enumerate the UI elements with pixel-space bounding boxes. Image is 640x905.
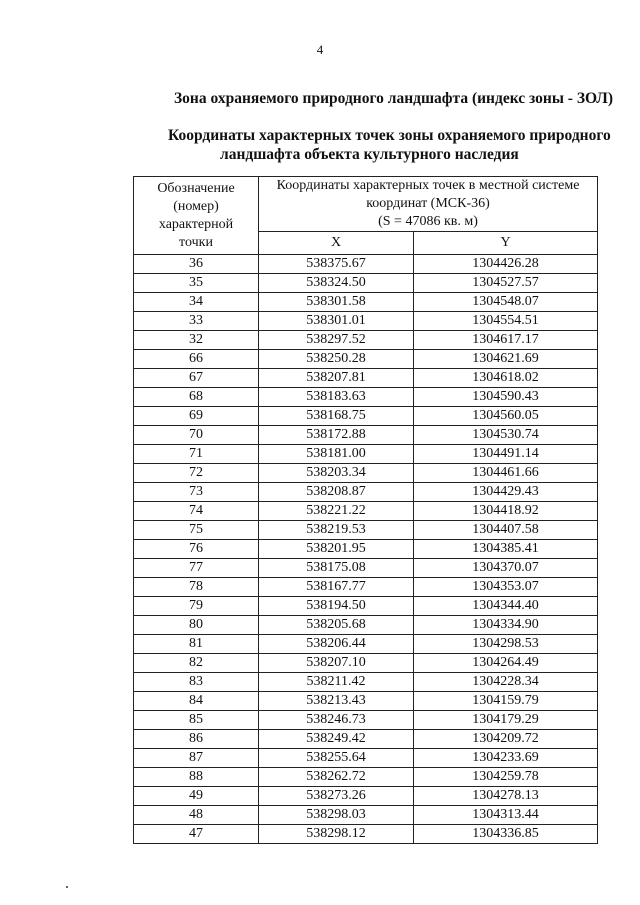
header-point-line: точки bbox=[179, 234, 213, 250]
point-number: 79 bbox=[134, 597, 259, 616]
point-number: 33 bbox=[134, 312, 259, 331]
y-value: 1304264.49 bbox=[414, 654, 598, 673]
y-value: 1304617.17 bbox=[414, 331, 598, 350]
zone-title: Зона охраняемого природного ландшафта (индекс зоны - ЗОЛ) bbox=[174, 90, 614, 107]
y-value: 1304233.69 bbox=[414, 749, 598, 768]
y-value: 1304548.07 bbox=[414, 293, 598, 312]
point-number: 69 bbox=[134, 407, 259, 426]
x-value: 538250.28 bbox=[259, 350, 414, 369]
table-row bbox=[134, 806, 598, 825]
header-point-line: Обозначение bbox=[157, 180, 235, 196]
x-value: 538181.00 bbox=[259, 445, 414, 464]
table-row bbox=[134, 540, 598, 559]
point-number: 32 bbox=[134, 331, 259, 350]
y-value: 1304370.07 bbox=[414, 559, 598, 578]
y-value: 1304344.40 bbox=[414, 597, 598, 616]
table-body bbox=[134, 255, 598, 844]
x-value: 538201.95 bbox=[259, 540, 414, 559]
y-value: 1304418.92 bbox=[414, 502, 598, 521]
point-number: 47 bbox=[134, 825, 259, 844]
table-row bbox=[134, 768, 598, 787]
x-value: 538211.42 bbox=[259, 673, 414, 692]
point-number: 77 bbox=[134, 559, 259, 578]
y-value: 1304334.90 bbox=[414, 616, 598, 635]
header-y: Y bbox=[414, 232, 598, 255]
x-value: 538298.03 bbox=[259, 806, 414, 825]
table-row bbox=[134, 825, 598, 844]
point-number: 36 bbox=[134, 255, 259, 274]
x-value: 538219.53 bbox=[259, 521, 414, 540]
x-value: 538207.81 bbox=[259, 369, 414, 388]
x-value: 538301.58 bbox=[259, 293, 414, 312]
point-number: 35 bbox=[134, 274, 259, 293]
point-number: 74 bbox=[134, 502, 259, 521]
table-row bbox=[134, 274, 598, 293]
header-point-designation bbox=[134, 177, 259, 255]
point-number: 67 bbox=[134, 369, 259, 388]
x-value: 538167.77 bbox=[259, 578, 414, 597]
table-row bbox=[134, 521, 598, 540]
x-value: 538183.63 bbox=[259, 388, 414, 407]
table-row bbox=[134, 787, 598, 806]
header-point-line: (номер) bbox=[173, 198, 219, 214]
y-value: 1304527.57 bbox=[414, 274, 598, 293]
y-value: 1304407.58 bbox=[414, 521, 598, 540]
point-number: 34 bbox=[134, 293, 259, 312]
header-x: X bbox=[259, 232, 414, 255]
scan-mark bbox=[66, 886, 68, 888]
x-value: 538297.52 bbox=[259, 331, 414, 350]
y-value: 1304590.43 bbox=[414, 388, 598, 407]
x-value: 538168.75 bbox=[259, 407, 414, 426]
header-coords-line: (S = 47086 кв. м) bbox=[378, 214, 478, 229]
y-value: 1304554.51 bbox=[414, 312, 598, 331]
table-row bbox=[134, 559, 598, 578]
point-number: 76 bbox=[134, 540, 259, 559]
table-row bbox=[134, 673, 598, 692]
x-value: 538213.43 bbox=[259, 692, 414, 711]
y-value: 1304298.53 bbox=[414, 635, 598, 654]
table-row bbox=[134, 331, 598, 350]
table-row bbox=[134, 711, 598, 730]
y-value: 1304560.05 bbox=[414, 407, 598, 426]
point-number: 70 bbox=[134, 426, 259, 445]
point-number: 66 bbox=[134, 350, 259, 369]
table-row bbox=[134, 483, 598, 502]
point-number: 48 bbox=[134, 806, 259, 825]
table-row bbox=[134, 293, 598, 312]
x-value: 538221.22 bbox=[259, 502, 414, 521]
y-value: 1304179.29 bbox=[414, 711, 598, 730]
point-number: 87 bbox=[134, 749, 259, 768]
point-number: 88 bbox=[134, 768, 259, 787]
table-row bbox=[134, 730, 598, 749]
x-value: 538203.34 bbox=[259, 464, 414, 483]
table-caption bbox=[168, 126, 611, 164]
y-value: 1304278.13 bbox=[414, 787, 598, 806]
table-row bbox=[134, 312, 598, 331]
point-number: 49 bbox=[134, 787, 259, 806]
point-number: 85 bbox=[134, 711, 259, 730]
table-row bbox=[134, 464, 598, 483]
y-value: 1304228.34 bbox=[414, 673, 598, 692]
y-value: 1304353.07 bbox=[414, 578, 598, 597]
x-value: 538194.50 bbox=[259, 597, 414, 616]
x-value: 538246.73 bbox=[259, 711, 414, 730]
y-value: 1304530.74 bbox=[414, 426, 598, 445]
y-value: 1304336.85 bbox=[414, 825, 598, 844]
x-value: 538205.68 bbox=[259, 616, 414, 635]
point-number: 80 bbox=[134, 616, 259, 635]
point-number: 71 bbox=[134, 445, 259, 464]
y-value: 1304461.66 bbox=[414, 464, 598, 483]
table-row bbox=[134, 616, 598, 635]
point-number: 81 bbox=[134, 635, 259, 654]
y-value: 1304385.41 bbox=[414, 540, 598, 559]
y-value: 1304313.44 bbox=[414, 806, 598, 825]
header-coords-line: координат (МСК-36) bbox=[366, 196, 490, 211]
point-number: 68 bbox=[134, 388, 259, 407]
header-point-line: характерной bbox=[158, 216, 234, 232]
table-row bbox=[134, 255, 598, 274]
x-value: 538249.42 bbox=[259, 730, 414, 749]
header-coords-line: Координаты характерных точек в местной системе bbox=[276, 178, 580, 193]
table-row bbox=[134, 635, 598, 654]
table-row bbox=[134, 654, 598, 673]
point-number: 86 bbox=[134, 730, 259, 749]
y-value: 1304259.78 bbox=[414, 768, 598, 787]
table-row bbox=[134, 407, 598, 426]
x-value: 538262.72 bbox=[259, 768, 414, 787]
table-row bbox=[134, 578, 598, 597]
x-value: 538175.08 bbox=[259, 559, 414, 578]
table-row bbox=[134, 426, 598, 445]
x-value: 538255.64 bbox=[259, 749, 414, 768]
x-value: 538301.01 bbox=[259, 312, 414, 331]
point-number: 72 bbox=[134, 464, 259, 483]
x-value: 538273.26 bbox=[259, 787, 414, 806]
y-value: 1304159.79 bbox=[414, 692, 598, 711]
coordinates-table bbox=[133, 176, 598, 844]
x-value: 538375.67 bbox=[259, 255, 414, 274]
y-value: 1304621.69 bbox=[414, 350, 598, 369]
x-value: 538324.50 bbox=[259, 274, 414, 293]
point-number: 78 bbox=[134, 578, 259, 597]
y-value: 1304209.72 bbox=[414, 730, 598, 749]
page-number: 4 bbox=[316, 42, 324, 57]
x-value: 538207.10 bbox=[259, 654, 414, 673]
table-row bbox=[134, 388, 598, 407]
table-row bbox=[134, 445, 598, 464]
table-row bbox=[134, 369, 598, 388]
caption-line-1: Координаты характерных точек зоны охраняемого природного bbox=[168, 127, 611, 144]
header-coordinates bbox=[259, 177, 598, 232]
table-row bbox=[134, 502, 598, 521]
table-row bbox=[134, 692, 598, 711]
x-value: 538206.44 bbox=[259, 635, 414, 654]
x-value: 538298.12 bbox=[259, 825, 414, 844]
y-value: 1304426.28 bbox=[414, 255, 598, 274]
y-value: 1304618.02 bbox=[414, 369, 598, 388]
point-number: 84 bbox=[134, 692, 259, 711]
point-number: 82 bbox=[134, 654, 259, 673]
table-row bbox=[134, 350, 598, 369]
point-number: 73 bbox=[134, 483, 259, 502]
x-value: 538208.87 bbox=[259, 483, 414, 502]
table-row bbox=[134, 597, 598, 616]
y-value: 1304491.14 bbox=[414, 445, 598, 464]
x-value: 538172.88 bbox=[259, 426, 414, 445]
point-number: 75 bbox=[134, 521, 259, 540]
table-row bbox=[134, 749, 598, 768]
y-value: 1304429.43 bbox=[414, 483, 598, 502]
point-number: 83 bbox=[134, 673, 259, 692]
caption-line-2: ландшафта объекта культурного наследия bbox=[220, 146, 519, 163]
